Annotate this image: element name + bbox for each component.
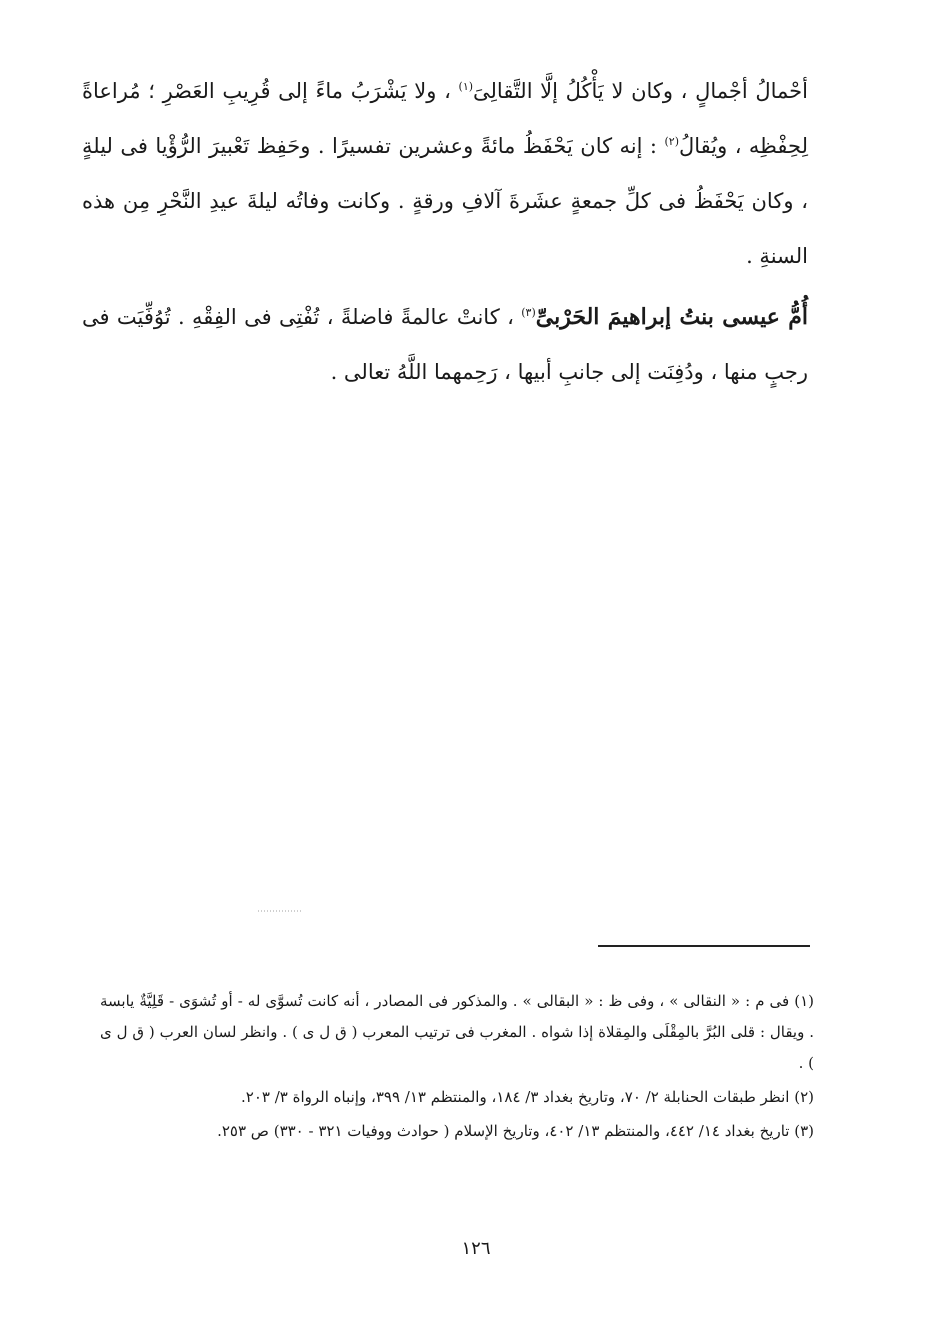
main-text [82,64,808,400]
entry-name: أُمُّ عيسى بنتُ إبراهيمَ الحَرْبىِّ [535,304,809,330]
footnote-1: (١) فى م : « النقالى » ، وفى ظ : « البقالى » . والمذكور فى المصادر ، أنه كانت تُسوَّى له - أو تُشوَى - قَلِيَّةٌ يابسة . ويقال : قلى البُرَّ بالمِقْلَى والمِقلاة إذا شواه . المغرب فى ترتيب المعرب ( ق ل ى ) . وانظر لسان العرب ( ق ل ى ) . [100,992,814,1072]
footnote-ref-2[interactable]: (٢) [664,135,679,148]
page-number: ١٢٦ [461,1238,491,1259]
footnote-2: (٢) انظر طبقات الحنابلة ٢/ ٧٠، وتاريخ بغداد ٣/ ١٨٤، والمنتظم ١٣/ ٣٩٩، وإنباه الرواة ٣/ ٢٠٣. [241,1088,814,1106]
paragraph-biography-end [82,64,808,284]
footnote-separator [598,945,810,947]
paragraph-umm-isa [82,290,808,400]
scan-speck [258,910,302,912]
footnotes [100,986,814,1150]
paragraph-text: أحْمالُ أجْمالٍ ، وكان لا يَأْكُلُ إلَّا التَّقالِىَ [473,79,808,103]
footnote-3: (٣) تاريخ بغداد ١٤/ ٤٤٢، والمنتظم ١٣/ ٤٠٢، وتاريخ الإسلام ( حوادث ووفيات ٣٢١ - ٣٣٠) ص ٢٥٣. [217,1122,814,1140]
footnote-ref-3[interactable]: (٣) [521,306,536,319]
paragraph-text: ، كانتْ عالمةً فاضلةً ، تُفْتِى فى الفِقْهِ . تُوُفِّيَت فى رجبٍ منها ، ودُفِنَت إلى جانبِ أبيها ، رَحِمهما اللَّهُ تعالى . [82,305,808,384]
paragraph-text: ، ولا يَشْرَبُ ماءً إلى قُرِيبِ العَصْرِ ؛ مُراعاةً لِحِفْظِه ، ويُقالُ [82,79,808,158]
footnote-ref-1[interactable]: (١) [458,80,474,93]
paragraph-text: : إنه كان يَحْفَظُ مائةً وعشرين تفسيرًا . وحَفِظ تَعْبيرَ الرُّؤْيا فى ليلةٍ ، وكان يَحْفَظُ فى كلِّ جمعةٍ عشَرةَ آلافِ ورقةٍ . وكانت وفاتُه ليلةَ عيدِ النَّحْرِ مِن هذه السنةِ . [82,134,808,268]
